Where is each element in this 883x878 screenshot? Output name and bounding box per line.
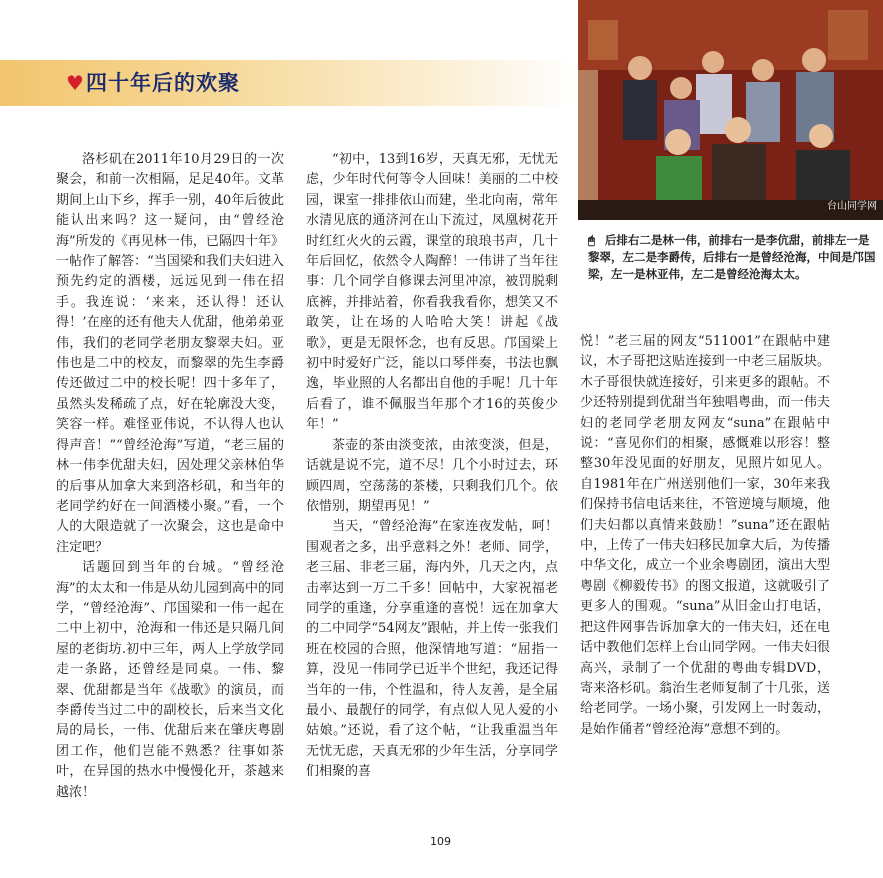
photo-watermark: 台山同学网 bbox=[827, 201, 877, 212]
photo-caption bbox=[588, 232, 878, 283]
paragraph: 当天，“曾经沧海”在家连夜发帖，呵！围观者之多，出乎意料之外！老师、同学，老三届、非老三届，海内外，几天之内，点击率达到一万二千多！回帖中，大家祝福老同学的重逢，分享重逢的喜悦！远在加拿大的二中同学“54网友”跟帖，并上传一张我们班在校园的合照，他深情地写道：“屈指一算，没见一伟同学已近半个世纪，我还记得当年的一伟，个性温和，待人友善，是全届最小、最靓仔的同学，有点似人见人爱的小姑娘。”还说，看了这个帖，“让我重温当年无忧无虑，天真无邪的少年生活，分享同学们相聚的喜 bbox=[306, 519, 558, 780]
paragraph: 洛杉矶在2011年10月29日的一次聚会，和前一次相隔，足足40年。文革期间上山下乡，挥手一别，40年后彼此能认出来吗？这一疑问，由“曾经沧海”所发的《再见林一伟，已隔四十年》一帖作了解答：“当国梁和我们夫妇进入预先约定的酒楼，远远见到一伟在招手。我连说：‘来来，还认得！还认得！’在座的还有他夫人优甜，他弟弟亚伟，我们的老同学老朋友黎翠夫妇。亚伟也是二中的校友，而黎翠的先生李爵传还做过二中的校长呢！四十多年了，虽然头发稀疏了点，好在轮廓没大变，笑容一样。难怪亚伟说，不认得人也认得声音！”“曾经沧海”写道，“老三届的林一伟李优甜夫妇，因处理父亲林伯华的后事从加拿大来到洛杉矶，和当年的老同学约好在一间酒楼小聚。”看，一个人的大限造就了一次聚会，这也是命中注定吧？ bbox=[56, 152, 284, 555]
paragraph: 悦！”老三届的网友“511001”在跟帖中建议，木子哥把这贴连接到一中老三届版块。木子哥很快就连接好，引来更多的跟帖。不少还特别提到优甜当年独唱粤曲，而一伟夫妇的老同学老朋友网友“suna”在跟帖中说：“喜见你们的相聚，感慨难以形容！整整30年没见面的好朋友，见照片如见人。自1981年在广州送别他们一家，30年来我们保持书信电话来往，不管逆境与顺境，他们夫妇都以真情来鼓励！”suna”还在跟帖中，上传了一伟夫妇移民加拿大后，为传播中华文化，成立一个业余粤剧团，演出大型粤剧《柳毅传书》的图文报道，这就吸引了更多人的围观。“suna”从旧金山打电话，把这件网事告诉加拿大的一伟夫妇，还在电话中教他们怎样上台山同学网。一伟夫妇很高兴，录制了一个优甜的粤曲专辑DVD，寄来洛杉矶。翁治生老师复制了十几张，送给老同学。一场小聚，引发网上一时轰动，是始作俑者“曾经沧海”意想不到的。 bbox=[580, 334, 830, 737]
paragraph: 茶壶的茶由淡变浓，由浓变淡，但是，话就是说不完，道不尽！几个小时过去，环顾四周，空荡荡的茶楼，只剩我们几个。依依惜别，期望再见！” bbox=[306, 437, 558, 514]
article-title: 四十年后的欢聚 bbox=[86, 71, 240, 95]
camera-icon: 🖱 bbox=[588, 233, 595, 247]
paragraph: 话题回到当年的台城。“曾经沧海”的太太和一伟是从幼儿园到高中的同学，“曾经沧海”、邝国梁和一伟一起在二中上初中，沧海和一伟还是只隔几间屋的老街坊.初中三年，两人上学放学同走一条路，还曾经是同桌。一伟、黎翠、优甜都是当年《战歌》的演员，而李爵传当过二中的副校长，后来当文化局的局长，一伟、优甜后来在肇庆粤剧团工作，他们岂能不熟悉？往事如茶叶，在异国的热水中慢慢化开，茶越来越浓！ bbox=[56, 560, 284, 800]
page-number: 109 bbox=[430, 835, 451, 848]
heart-icon: ♥ bbox=[66, 71, 84, 95]
title-banner bbox=[0, 60, 578, 106]
group-photo bbox=[578, 0, 883, 220]
photo-illustration bbox=[578, 0, 883, 220]
caption-text: 后排右二是林一伟，前排右一是李伉甜，前排左一是黎翠，左二是李爵传，后排右一是曾经沧海，中间是邝国梁，左一是林亚伟，左二是曾经沧海太太。 bbox=[588, 233, 876, 281]
paragraph: “初中，13到16岁，天真无邪，无忧无虑，少年时代何等令人回味！美丽的二中校园，课室一排排依山而建，坐北向南，常年水清见底的通济河在山下流过，凤凰树花开时红红火火的云霞，课堂的琅琅书声，几十年后回忆，依然令人陶醉！一伟讲了当年往事：几个同学自修课去河里冲凉，被罚脱剩底裤，并排站着，你看我我看你，想笑又不敢笑，让在场的人哈哈大笑！讲起《战歌》，更是无限怀念，也有反思。邝国梁上初中时爱好广泛，能以口琴伴奏，书法也飘逸，毕业照的人名都出自他的手呢！几十年后看了，谁不佩服当年那个才16的英俊少年！” bbox=[306, 152, 558, 433]
column-2 bbox=[306, 150, 558, 783]
column-1 bbox=[56, 150, 284, 803]
column-3 bbox=[580, 332, 830, 740]
